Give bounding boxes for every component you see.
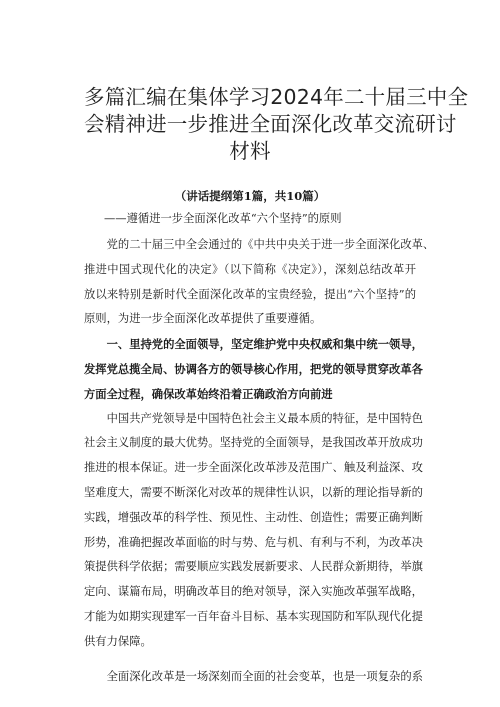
paragraph-line: 形势，准确把握改革面临的时与势、危与机、有利与不利，为改革决 <box>84 535 423 549</box>
paragraph-line: 放以来特别是新时代全面深化改革的宝贵经验，提出“六个坚持”的 <box>84 287 416 301</box>
heading-line: 方面全过程，确保改革始终沿着正确政治方向前进 <box>84 386 333 401</box>
paragraph-line: 坚难度大，需要不断深化对改革的规律性认识，以新的理论指导新的 <box>84 485 423 499</box>
paragraph-line: 社会主义制度的最大优势。坚持党的全面领导，是我国改革开放成功 <box>84 436 423 450</box>
section-heading <box>84 332 423 406</box>
paragraph-body <box>84 665 423 690</box>
paragraph-line: 党的二十届三中全会通过的《中共中央关于进一步全面深化改革、 <box>106 238 435 251</box>
title-line: 多篇汇编在集体学习2024年二十届三中全 <box>84 85 469 109</box>
document-subtitle: （讲话提纲第1篇，共10篇） <box>174 189 326 203</box>
paragraph-line: 全面深化改革是一场深刻而全面的社会变革，也是一项复杂的系 <box>106 669 423 683</box>
paragraph-body <box>84 407 423 655</box>
title-line: 会精神进一步推进全面深化改革交流研讨 <box>84 112 457 136</box>
heading-line: 一、里持党的全面领导，坚定维护党中央权威和集中统一领导， <box>106 337 423 352</box>
paragraph-line: 中国共产党领导是中国特色社会主义最本质的特征，是中国特色 <box>106 411 423 425</box>
paragraph-intro <box>84 233 435 332</box>
paragraph-line: 定向、谋篇布局，明确改革目的绝对领导，深入实施改革强军战略， <box>84 585 423 599</box>
document-title <box>84 84 469 165</box>
paragraph-line: 实践，增强改革的科学性、预见性、主动性、创造性；需要正确判断 <box>84 510 423 524</box>
document-tagline: ——遵循进一步全面深化改革“六个坚持”的原则 <box>104 212 342 225</box>
paragraph-line: 原则，为进一步全面深化改革提供了重要遵循。 <box>84 312 322 326</box>
paragraph-line: 推进中国式现代化的决定》（以下简称《决定》），深刻总结改革开 <box>84 262 416 276</box>
heading-line: 发挥党总揽全局、协调各方的领导核心作用，把党的领导贯穿改革各 <box>84 361 423 376</box>
title-line: 材料 <box>229 139 271 163</box>
paragraph-line: 推进的根本保证。进一步全面深化改革涉及范围广、触及利益深、攻 <box>84 461 423 475</box>
paragraph-line: 策提供科学依据；需要顺应实践发展新要求、人民群众新期待，举旗 <box>84 560 423 574</box>
paragraph-line: 供有力保障。 <box>84 634 152 648</box>
paragraph-line: 才能为如期实现建军一百年奋斗目标、基本实现国防和军队现代化提 <box>84 609 423 623</box>
